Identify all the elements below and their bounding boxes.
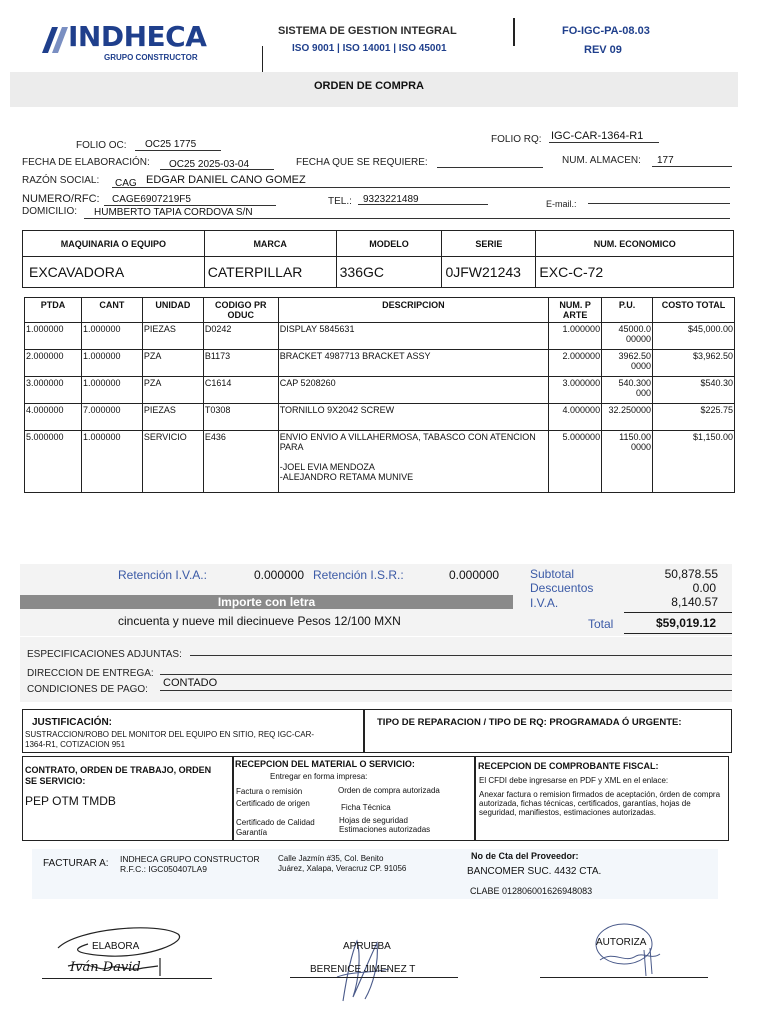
item-total: $1,150.00 [653, 431, 735, 493]
razon-name: EDGAR DANIEL CANO GOMEZ [146, 174, 306, 186]
item-total: $45,000.00 [653, 323, 735, 350]
aprueba-line [290, 977, 458, 978]
domicilio-label: DOMICILIO: [22, 206, 78, 217]
recepcion-fiscal-title: RECEPCION DE COMPROBANTE FISCAL: [478, 761, 659, 771]
item-pu: 1150.00 0000 [602, 431, 653, 493]
items-header-cell: CODIGO PR ODUC [203, 298, 278, 323]
equipment-header-row [23, 231, 734, 257]
elabora-label: ELABORA [92, 941, 140, 952]
items-table [24, 297, 735, 493]
equipment-header-cell: SERIE [442, 231, 536, 257]
aprueba-label: APRUEBA [343, 941, 391, 952]
folio-rq-label: FOLIO RQ: [491, 134, 542, 145]
recepcion-right-2: Ficha Técnica [341, 803, 391, 812]
recepcion-fiscal-line1: El CFDI debe ingresarse en PDF y XML en el enlace: [479, 776, 669, 785]
fecha-req-value [437, 155, 543, 168]
elabora-line [42, 978, 212, 979]
descuentos-label: Descuentos [530, 581, 594, 595]
email-label: E-mail.: [546, 199, 577, 209]
items-header-cell: NUM. P ARTE [549, 298, 602, 323]
iso-standards: ISO 9001 | ISO 14001 | ISO 45001 [292, 43, 447, 54]
form-code: FO-IGC-PA-08.03 [562, 25, 650, 37]
tel-value: 9323221489 [358, 195, 488, 205]
equipment-value-cell: EXC-C-72 [536, 257, 734, 288]
folio-oc-value: OC25 1775 [135, 139, 221, 151]
equipment-header-cell: MODELO [336, 231, 442, 257]
item-codigo: T0308 [203, 404, 278, 431]
item-codigo: E436 [203, 431, 278, 493]
doc-title: ORDEN DE COMPRA [314, 80, 425, 92]
item-desc: TORNILLO 9X2042 SCREW [278, 404, 548, 431]
company-logo [38, 20, 218, 66]
razon-label: RAZÓN SOCIAL: [22, 175, 100, 186]
equipment-value-cell: 336GC [336, 257, 442, 288]
recepcion-material-title: RECEPCION DEL MATERIAL O SERVICIO: [235, 759, 415, 769]
recepcion-right-1: Orden de compra autorizada [338, 786, 440, 795]
bank-value: BANCOMER SUC. 4432 CTA. [467, 866, 602, 877]
contrato-label: CONTRATO, ORDEN DE TRABAJO, ORDEN SE SERVICIO: [25, 765, 212, 786]
condiciones-value: CONTADO [160, 677, 732, 691]
equipment-table [22, 230, 734, 288]
recepcion-left-2: Certificado de origen [236, 799, 310, 808]
justificacion-label: JUSTIFICACIÓN: [32, 717, 112, 728]
item-desc: ENVIO ENVIO A VILLAHERMOSA, TABASCO CON ATENCION PARA -JOEL EVIA MENDOZA -ALEJANDRO RETAMA MUNIVE [278, 431, 548, 493]
item-ptda: 5.000000 [25, 431, 82, 493]
item-ptda: 1.000000 [25, 323, 82, 350]
recepcion-right-3: Hojas de seguridad Estimaciones autorizadas [339, 816, 431, 834]
item-pu: 32.250000 [602, 404, 653, 431]
item-ptda: 3.000000 [25, 377, 82, 404]
recepcion-fiscal-line2: Anexar factura o remision firmados de aceptación, órden de compra autorizada, fichas técnicas, certificados, garantías, hojas de seguridad, manifiestos, estimaciones autorizadas. [479, 790, 721, 817]
item-cant: 1.000000 [81, 350, 142, 377]
logo-name: INDHECA [68, 20, 207, 53]
importe-letra-bar: Importe con letra [20, 595, 513, 609]
item-codigo: C1614 [203, 377, 278, 404]
total-divider [624, 612, 732, 613]
cta-label: No de Cta del Proveedor: [471, 851, 579, 861]
subtotal-label: Subtotal [530, 567, 575, 581]
folio-rq-value: IGC-CAR-1364-R1 [549, 130, 659, 143]
table-row [25, 431, 735, 493]
espec-line [190, 645, 732, 656]
items-header-row [25, 298, 735, 323]
items-header-cell: COSTO TOTAL [653, 298, 735, 323]
item-parte: 1.000000 [549, 323, 602, 350]
elabora-name: Iván David [70, 960, 141, 975]
items-header-cell: P.U. [602, 298, 653, 323]
domicilio-value: HUMBERTO TAPIA CORDOVA S/N [84, 207, 730, 219]
item-unidad: PZA [142, 377, 203, 404]
item-cant: 1.000000 [81, 431, 142, 493]
equipment-header-cell: MAQUINARIA O EQUIPO [23, 231, 205, 257]
ret-iva-value: 0.000000 [254, 568, 305, 582]
fecha-req-label: FECHA QUE SE REQUIERE: [296, 157, 428, 168]
items-header-cell: PTDA [25, 298, 82, 323]
autoriza-line [540, 977, 708, 978]
items-header-cell: CANT [81, 298, 142, 323]
email-value [588, 196, 730, 204]
ret-iva-label: Retención I.V.A.: [118, 568, 207, 582]
facturar-address2: Juárez, Xalapa, Veracruz CP. 91056 [278, 864, 407, 873]
total-label: Total [588, 617, 614, 631]
item-codigo: D0242 [203, 323, 278, 350]
item-ptda: 4.000000 [25, 404, 82, 431]
item-cant: 1.000000 [81, 377, 142, 404]
item-parte: 3.000000 [549, 377, 602, 404]
system-title: SISTEMA DE GESTION INTEGRAL [278, 25, 457, 37]
table-row [25, 323, 735, 350]
item-unidad: SERVICIO [142, 431, 203, 493]
facturar-address1: Calle Jazmín #35, Col. Benito [278, 854, 384, 863]
equipment-value-cell: 0JFW21243 [442, 257, 536, 288]
equipment-header-cell: NUM. ECONOMICO [536, 231, 734, 257]
condiciones-label: CONDICIONES DE PAGO: [27, 684, 148, 695]
table-row [25, 350, 735, 377]
item-unidad: PIEZAS [142, 404, 203, 431]
fecha-elab-label: FECHA DE ELABORACIÓN: [22, 157, 150, 168]
item-ptda: 2.000000 [25, 350, 82, 377]
clabe-value: CLABE 012806001626948083 [470, 886, 593, 896]
item-parte: 4.000000 [549, 404, 602, 431]
item-cant: 1.000000 [81, 323, 142, 350]
item-unidad: PZA [142, 350, 203, 377]
facturar-rfc: R.F.C.: IGC050407LA9 [120, 864, 207, 874]
equipment-value-row [23, 257, 734, 288]
tel-label: TEL.: [328, 196, 352, 207]
logo-subtitle: GRUPO CONSTRUCTOR [104, 53, 198, 62]
rfc-label: NUMERO/RFC: [22, 193, 100, 205]
recepcion-left-3: Certificado de Calidad Garantía [236, 818, 315, 837]
item-total: $225.75 [653, 404, 735, 431]
item-total: $3,962.50 [653, 350, 735, 377]
folio-oc-label: FOLIO OC: [76, 140, 127, 151]
equipment-header-cell: MARCA [204, 231, 336, 257]
descuentos-value: 0.00 [692, 581, 716, 595]
item-pu: 3962.50 0000 [602, 350, 653, 377]
subtotal-value: 50,878.55 [664, 567, 718, 581]
importe-letra-text: cincuenta y nueve mil diecinueve Pesos 12/100 MXN [118, 614, 401, 628]
table-row [25, 377, 735, 404]
ret-isr-value: 0.000000 [449, 568, 500, 582]
razon-code: CAG [115, 178, 137, 189]
ret-isr-label: Retención I.S.R.: [313, 568, 404, 582]
num-almacen-label: NUM. ALMACEN: [562, 155, 641, 166]
autoriza-label: AUTORIZA [596, 937, 647, 948]
equipment-value-cell: CATERPILLAR [204, 257, 336, 288]
espec-label: ESPECIFICACIONES ADJUNTAS: [27, 649, 182, 660]
item-desc: CAP 5208260 [278, 377, 548, 404]
justificacion-text: SUSTRACCION/ROBO DEL MONITOR DEL EQUIPO EN SITIO, REQ IGC-CAR-1364-R1, COTIZACION 951 [25, 730, 315, 749]
equipment-value-cell: EXCAVADORA [23, 257, 205, 288]
item-cant: 7.000000 [81, 404, 142, 431]
item-desc: DISPLAY 5845631 [278, 323, 548, 350]
item-desc: BRACKET 4987713 BRACKET ASSY [278, 350, 548, 377]
facturar-label: FACTURAR A: [43, 858, 109, 869]
total-value: $59,019.12 [655, 616, 716, 630]
items-header-cell: DESCRIPCION [278, 298, 548, 323]
iva-label: I.V.A. [530, 596, 559, 610]
total-underline [624, 633, 732, 634]
contrato-value: PEP OTM TMDB [25, 794, 116, 808]
recepcion-material-subtitle: Entregar en forma impresa: [270, 772, 368, 781]
tipo-box [364, 709, 732, 753]
tipo-label: TIPO DE REPARACION / TIPO DE RQ: PROGRAMADA Ó URGENTE: [377, 717, 682, 728]
items-header-cell: UNIDAD [142, 298, 203, 323]
facturar-company: INDHECA GRUPO CONSTRUCTOR [120, 854, 260, 864]
direccion-line [160, 663, 732, 675]
num-almacen-value: 177 [652, 155, 732, 167]
item-parte: 2.000000 [549, 350, 602, 377]
aprueba-name: BERENICE JIMENEZ T [310, 964, 416, 975]
item-unidad: PIEZAS [142, 323, 203, 350]
item-parte: 5.000000 [549, 431, 602, 493]
header-divider-1 [262, 46, 263, 72]
item-codigo: B1173 [203, 350, 278, 377]
autoriza-signature [584, 920, 674, 980]
direccion-label: DIRECCION DE ENTREGA: [27, 668, 154, 679]
item-pu: 45000.0 00000 [602, 323, 653, 350]
logo-icon [40, 23, 70, 55]
revision: REV 09 [584, 44, 622, 56]
header-divider-2 [513, 18, 515, 46]
table-row [25, 404, 735, 431]
recepcion-left-1: Factura o remisión [236, 787, 303, 796]
fecha-elab-value: OC25 2025-03-04 [160, 160, 274, 170]
item-total: $540.30 [653, 377, 735, 404]
item-pu: 540.300 000 [602, 377, 653, 404]
iva-value: 8,140.57 [671, 595, 718, 609]
rfc-value: CAGE6907219F5 [104, 194, 276, 206]
